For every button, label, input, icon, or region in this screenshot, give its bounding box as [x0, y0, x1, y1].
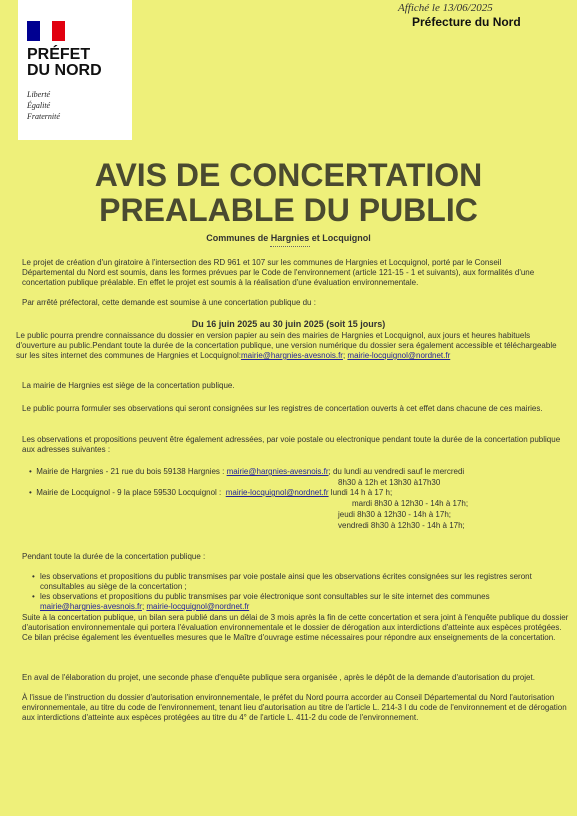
- locquignol-hours-2: mardi 8h30 à 12h30 - 14h à 17h;: [352, 499, 469, 508]
- hargnies-hours-2: 8h30 à 12h et 13h30 à17h30: [338, 478, 441, 487]
- main-title-line-2: PREALABLE DU PUBLIC: [99, 192, 478, 228]
- mairie-locquignol-line: • Mairie de Locquignol - 9 la place 59530 Locquignol : mairie-locquignol@nordnet.fr lundi 14 h à 17 h;: [29, 488, 393, 497]
- mairie-hargnies-label: Mairie de Hargnies - 21 rue du bois 59138 Hargnies :: [36, 467, 225, 476]
- email-link-hargnies-2[interactable]: mairie@hargnies-avesnois.fr: [40, 602, 142, 611]
- main-title-line-1: AVIS DE CONCERTATION: [94, 157, 483, 193]
- motto-fraternite: Fraternité: [27, 112, 60, 121]
- final-paragraph: À l'issue de l'instruction du dossier d'autorisation environnementale, le préfet du Nord pourra accorder au Conseil Départemental du Nord l'autorisation environnementale, au titre du code de l'environnement, tenant lieu d'autorisation au titre de l'article L. 214-3 I du code de l'environnement et de dérogation aux interdictions d'atteinte aux espèces protégées au titre du 4° de l'article L. 411-2 du code de l'environnement.: [22, 693, 567, 722]
- suite-paragraph: Suite à la concertation publique, un bilan sera publié dans un délai de 3 mois après la fin de cette concertation et sera joint à l'enquête publique du dossier d'autorisation environnementale qui portera l'évaluation environnementale et le dossier de dérogation aux interdictions d'atteinte aux espèces protégées. Ce bilan précise également les éventuelles mesures que le Maître d'ouvrage estime nécessaires pour répondre aux enseignements de la concertation.: [22, 613, 569, 642]
- subtitle-communes: Communes de Hargnies et Locquignol: [206, 233, 371, 243]
- adressees-paragraph: Les observations et propositions peuvent être également adressées, par voie postale ou electronique pendant toute la durée de la concertation publique aux adresses suivantes :: [22, 435, 561, 454]
- registres-paragraph: Le public pourra formuler ses observations qui seront consignées sur les registres de concertation ouverts à cet effet dans chacune de ces mairies.: [22, 404, 543, 413]
- marianne-flag-icon: [27, 21, 65, 41]
- public-consultation-text: Le public pourra prendre connaissance du dossier en version papier au sein des mairies de Hargnies et Locquignol, aux jours et heures habituels d'ouverture au public.Pendant toute la durée de la concertation publique, une version numérique du dossier sera également accessible et téléchargeable sur les sites internet des communes de Hargnies et Locquignol:: [16, 331, 557, 360]
- concertation-dates: Du 16 juin 2025 au 30 juin 2025 (soit 15 jours): [191, 319, 386, 329]
- mairie-hargnies-line: • Mairie de Hargnies - 21 rue du bois 59138 Hargnies : mairie@hargnies-avesnois.fr; du lundi au vendredi sauf le mercredi: [29, 467, 465, 476]
- handwritten-posting-date: Affiché le 13/06/2025: [398, 2, 493, 14]
- email-link-locquignol-2[interactable]: mairie-locquignol@nordnet.fr: [146, 602, 250, 611]
- bullet-electronic-text: les observations et propositions du public transmises par voie électronique sont consultables sur le site internet des communes: [40, 592, 490, 601]
- motto-egalite: Égalité: [27, 101, 51, 110]
- header-prefecture: Préfecture du Nord: [412, 15, 521, 29]
- motto-liberte: Liberté: [27, 90, 51, 99]
- locquignol-hours-3: jeudi 8h30 à 12h30 - 14h à 17h;: [338, 510, 451, 519]
- bullet-postal-text: les observations et propositions du public transmises par voie postale ainsi que les observations écrites consignées sur les registres seront consultables au siège de la concertation ;: [40, 572, 532, 591]
- email-link-hargnies[interactable]: mairie@hargnies-avesnois.fr: [241, 351, 343, 360]
- flag-blue: [27, 21, 40, 41]
- flag-red: [52, 21, 65, 41]
- hargnies-hours-1: du lundi au vendredi sauf le mercredi: [332, 467, 465, 476]
- prefet-logo: [18, 0, 132, 140]
- bullet-postal: [32, 572, 560, 592]
- bullet-icon: •: [32, 592, 35, 601]
- bullet-electronic-emails: mairie@hargnies-avesnois.fr; mairie-locquignol@nordnet.fr: [40, 602, 250, 611]
- flag-white: [40, 21, 53, 41]
- siege-paragraph: La mairie de Hargnies est siège de la concertation publique.: [22, 381, 235, 390]
- locquignol-hours-4: vendredi 8h30 à 12h30 - 14h à 17h;: [338, 521, 465, 530]
- mairie-locquignol-email[interactable]: mairie-locquignol@nordnet.fr: [225, 488, 329, 497]
- arrete-paragraph: Par arrêté préfectoral, cette demande est soumise à une concertation publique du :: [22, 298, 316, 307]
- intro-paragraph: Le projet de création d'un giratoire à l'intersection des RD 961 et 107 sur les communes de Hargnies et Locquignol, porté par le Conseil Départemental du Nord est soumis, dans les formes prévues par le Code de l'environnement (article 121-15 - 1 et suivants), aux formalités d'une concertation publique préalable. En effet le projet est soumis à la réalisation d'une évaluation environnementale.: [22, 258, 535, 287]
- divider: [270, 246, 310, 247]
- mairie-locquignol-label: Mairie de Locquignol - 9 la place 59530 Locquignol :: [36, 488, 222, 497]
- bullet-icon: •: [32, 572, 35, 581]
- pendant-paragraph: Pendant toute la durée de la concertation publique :: [22, 552, 206, 561]
- email-link-locquignol[interactable]: mairie-locquignol@nordnet.fr: [347, 351, 451, 360]
- public-consultation-paragraph: Le public pourra prendre connaissance du dossier en version papier au sein des mairies de Hargnies et Locquignol, aux jours et heures habituels d'ouverture au public.Pendant toute la durée de la concertation publique, une version numérique du dossier sera également accessible et téléchargeable sur les sites internet des communes de Hargnies et Locquignol:mairie@hargnies-avesnois.fr; mairie-locquignol@nordnet.fr: [16, 331, 557, 360]
- logo-title: PRÉFET DU NORD: [27, 46, 102, 79]
- locquignol-hours-1: lundi 14 h à 17 h;: [330, 488, 393, 497]
- aval-paragraph: En aval de l'élaboration du projet, une seconde phase d'enquête publique sera organisée , après le dépôt de la demande d'autorisation du projet.: [22, 673, 535, 682]
- bullet-electronic: [32, 592, 560, 602]
- mairie-hargnies-email[interactable]: mairie@hargnies-avesnois.fr: [226, 467, 329, 476]
